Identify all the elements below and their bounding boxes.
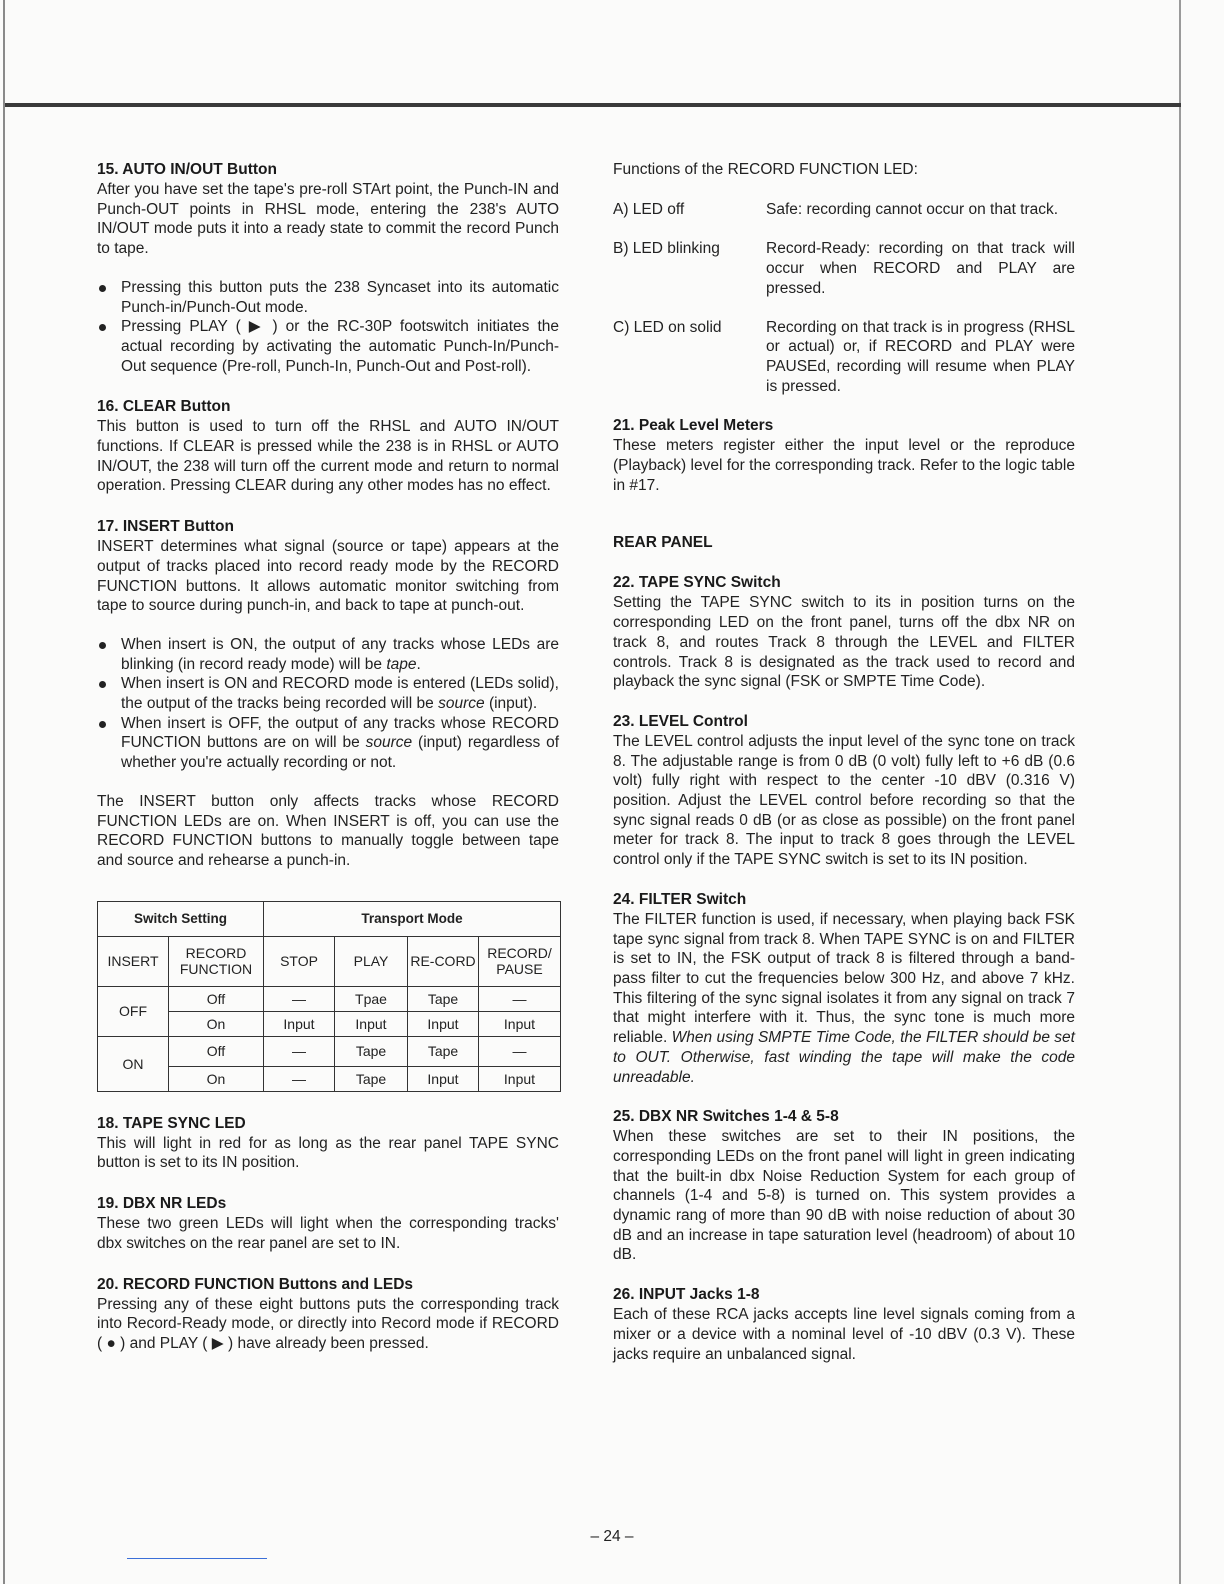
led-state-desc: Safe: recording cannot occur on that track. bbox=[766, 200, 1059, 218]
section-20 bbox=[97, 1275, 559, 1354]
bullet-icon bbox=[99, 285, 106, 292]
led-state-desc: Record-Ready: recording on that track will occur when RECORD and PLAY are pressed. bbox=[766, 240, 1075, 297]
table-cell: — bbox=[264, 986, 335, 1011]
table-header-transport-mode: Transport Mode bbox=[264, 901, 561, 936]
table-cell: — bbox=[264, 1036, 335, 1066]
section-body: When these switches are set to their IN positions, the corresponding LEDs on the front panel will light in green indicating that the built-in dbx Noise Reduction System for each group of channels (1-4 and 5-8) is turned on. This system provides a dynamic rang of more than 90 dB with noise reduction of about 30 dB and an increase in tape saturation level (headroom) of about 10 dB. bbox=[613, 1128, 1075, 1264]
table-cell: Tape bbox=[335, 1036, 408, 1066]
list-item: Pressing this button puts the 238 Syncaset into its automatic Punch-in/Punch-Out mode. bbox=[97, 278, 559, 317]
list-item: When insert is ON and RECORD mode is entered (LEDs solid), the output of the tracks being recorded will be source (input). bbox=[97, 674, 559, 713]
bullet-icon bbox=[99, 324, 106, 331]
table-cell: — bbox=[479, 1036, 561, 1066]
bullet-list bbox=[97, 635, 559, 773]
section-25 bbox=[613, 1107, 1075, 1265]
table-cell: Input bbox=[335, 1011, 408, 1036]
bullet-icon bbox=[99, 721, 106, 728]
table-cell: Input bbox=[408, 1066, 479, 1091]
filter-note: When using SMPTE Time Code, the FILTER should be set to OUT. Otherwise, fast winding the tape will make the code unreadable. bbox=[613, 1029, 1075, 1086]
section-title: 15. AUTO IN/OUT Button bbox=[97, 161, 277, 178]
table-cell: Tape bbox=[335, 1066, 408, 1091]
list-item: Pressing PLAY ( ▶ ) or the RC-30P footswitch initiates the actual recording by activating the automatic Punch-In/Punch-Out sequence (Pre-roll, Punch-In, Punch-Out and Post-roll). bbox=[97, 317, 559, 376]
section-19 bbox=[97, 1194, 559, 1253]
led-state-row bbox=[613, 318, 1075, 397]
table-cell: — bbox=[479, 986, 561, 1011]
bullet-list bbox=[97, 278, 559, 377]
insert-logic-table bbox=[97, 901, 561, 1092]
section-title: 24. FILTER Switch bbox=[613, 890, 747, 908]
section-title: 16. CLEAR Button bbox=[97, 398, 231, 416]
page-right-edge bbox=[1179, 0, 1181, 1584]
top-rule bbox=[5, 103, 1181, 107]
list-item: When insert is OFF, the output of any tracks whose RECORD FUNCTION buttons are on will be source (input) regardless of whether you're actually recording or not. bbox=[97, 714, 559, 773]
column-header: STOP bbox=[264, 936, 335, 986]
led-state-key: A) LED off bbox=[613, 200, 685, 218]
section-title: 19. DBX NR LEDs bbox=[97, 1195, 227, 1213]
column-header: RECORD FUNCTION bbox=[169, 936, 264, 986]
section-title: 25. DBX NR Switches 1-4 & 5-8 bbox=[613, 1108, 839, 1126]
list-item: When insert is ON, the output of any tracks whose LEDs are blinking (in record ready mode) will be tape. bbox=[97, 635, 559, 674]
page-left-edge bbox=[3, 0, 5, 1584]
section-title: 17. INSERT Button bbox=[97, 518, 234, 536]
section-18 bbox=[97, 1114, 559, 1173]
table-cell: — bbox=[264, 1066, 335, 1091]
right-column bbox=[613, 160, 1075, 1364]
section-body: This button is used to turn off the RHSL and AUTO IN/OUT functions. If CLEAR is pressed while the 238 is in RHSL or AUTO IN/OUT, the 238 will turn off the current mode and return to normal operation. Pressing CLEAR during any other modes has no effect. bbox=[97, 418, 559, 495]
section-title: 22. TAPE SYNC Switch bbox=[613, 574, 781, 592]
led-state-row bbox=[613, 239, 1075, 298]
section-23 bbox=[613, 712, 1075, 870]
table-cell: OFF bbox=[98, 986, 169, 1036]
section-body-after: The INSERT button only affects tracks whose RECORD FUNCTION LEDs are on. When INSERT is off, you can use the RECORD FUNCTION buttons to manually toggle between tape and source and rehearse a punch-in. bbox=[97, 792, 559, 869]
section-body: These meters register either the input level or the reproduce (Playback) level for the corresponding track. Refer to the logic table in #17. bbox=[613, 437, 1075, 494]
table-cell: Input bbox=[264, 1011, 335, 1036]
led-state-key: C) LED on solid bbox=[613, 318, 722, 336]
table-cell: Input bbox=[479, 1011, 561, 1036]
section-title: 18. TAPE SYNC LED bbox=[97, 1114, 246, 1132]
table-cell: Tape bbox=[408, 1036, 479, 1066]
column-header: RE-CORD bbox=[408, 936, 479, 986]
table-cell: Tape bbox=[408, 986, 479, 1011]
table-cell: On bbox=[169, 1066, 264, 1091]
rear-panel-heading: REAR PANEL bbox=[613, 534, 713, 552]
led-state-desc: Recording on that track is in progress (RHSL or actual) or, if RECORD and PLAY were PAUSEd, recording will resume when PLAY is pressed. bbox=[766, 318, 1075, 395]
section-body: After you have set the tape's pre-roll STArt point, the Punch-IN and Punch-OUT points in RHSL mode, entering the 238's AUTO IN/OUT mode puts it into a ready state to commit the record Punch to tape. bbox=[97, 181, 559, 258]
led-state-list bbox=[613, 200, 1075, 397]
table-row bbox=[98, 986, 561, 1011]
section-body: INSERT determines what signal (source or tape) appears at the output of tracks placed into record ready mode by the RECORD FUNCTION buttons. It allows automatic monitor switching from tape to source during punch-in, and back to tape at punch-out. bbox=[97, 538, 559, 615]
column-header: RECORD/ PAUSE bbox=[479, 936, 561, 986]
section-17 bbox=[97, 517, 559, 871]
table-header-switch-setting: Switch Setting bbox=[98, 901, 264, 936]
section-body: Pressing any of these eight buttons puts the corresponding track into Record-Ready mode, or directly into Record mode if RECORD ( ● ) and PLAY ( ▶ ) have already been pressed. bbox=[97, 1295, 559, 1352]
table-cell: Off bbox=[169, 986, 264, 1011]
column-header: PLAY bbox=[335, 936, 408, 986]
section-body: The FILTER function is used, if necessary, when playing back FSK tape sync signal from track 8. When TAPE SYNC is on and FILTER is set to IN, the FSK output of track 8 is filtered through a band-pass filter to cut the frequencies below 300 Hz, and above 7 kHz. This filtering of the sync signal isolates it from any signal on track 7 that might interfere with it. Thus, the sync tone is much more reliable. When using SMPTE Time Code, the FILTER should be set to OUT. Otherwise, fast winding the tape will make the code unreadable. bbox=[613, 910, 1075, 1086]
led-state-row bbox=[613, 200, 1075, 220]
page-number: – 24 – bbox=[590, 1528, 634, 1545]
section-title: 26. INPUT Jacks 1-8 bbox=[613, 1286, 760, 1304]
section-title: 23. LEVEL Control bbox=[613, 712, 748, 730]
section-21 bbox=[613, 416, 1075, 495]
section-body: Each of these RCA jacks accepts line level signals coming from a mixer or a device with a nominal level of -10 dBV (0.3 V). These jacks require an unbalanced signal. bbox=[613, 1306, 1075, 1363]
column-header: INSERT bbox=[98, 936, 169, 986]
table-row bbox=[98, 1036, 561, 1066]
table-cell: Input bbox=[408, 1011, 479, 1036]
table-cell: On bbox=[169, 1011, 264, 1036]
section-26 bbox=[613, 1285, 1075, 1364]
table-cell: Input bbox=[479, 1066, 561, 1091]
section-title: 20. RECORD FUNCTION Buttons and LEDs bbox=[97, 1275, 414, 1293]
led-state-key: B) LED blinking bbox=[613, 240, 720, 258]
table-cell: ON bbox=[98, 1036, 169, 1091]
blue-underline-mark bbox=[127, 1558, 267, 1559]
bullet-icon bbox=[99, 681, 106, 688]
bullet-icon bbox=[99, 642, 106, 649]
table-cell: Tpae bbox=[335, 986, 408, 1011]
table-cell: Off bbox=[169, 1036, 264, 1066]
section-body: This will light in red for as long as the rear panel TAPE SYNC button is set to its IN position. bbox=[97, 1134, 559, 1172]
section-16 bbox=[97, 397, 559, 496]
section-22 bbox=[613, 573, 1075, 692]
section-body: Setting the TAPE SYNC switch to its in position turns on the corresponding LED on the front panel, turns off the dbx NR on track 8, and routes Track 8 through the LEVEL and FILTER controls. Track 8 is designated as the track used to record and playback the sync signal (FSK or SMPTE Time Code). bbox=[613, 594, 1075, 691]
left-column bbox=[97, 160, 559, 1354]
section-15 bbox=[97, 160, 559, 376]
functions-title: Functions of the RECORD FUNCTION LED: bbox=[613, 161, 918, 178]
section-body: The LEVEL control adjusts the input level of the sync tone on track 8. The adjustable range is from 0 dB (0 volt) fully left to +6 dB (0.6 volt) fully right with respect to the center -10 dBV (0.316 V) position. Adjust the LEVEL control before recording so that the sync signal reads 0 dB (or as close as possible) on the front panel meter for track 8. The input to track 8 goes through the LEVEL control only if the TAPE SYNC switch is set to its IN position. bbox=[613, 732, 1075, 869]
section-24 bbox=[613, 890, 1075, 1087]
section-title: 21. Peak Level Meters bbox=[613, 417, 774, 435]
section-body: These two green LEDs will light when the corresponding tracks' dbx switches on the rear panel are set to IN. bbox=[97, 1215, 559, 1252]
